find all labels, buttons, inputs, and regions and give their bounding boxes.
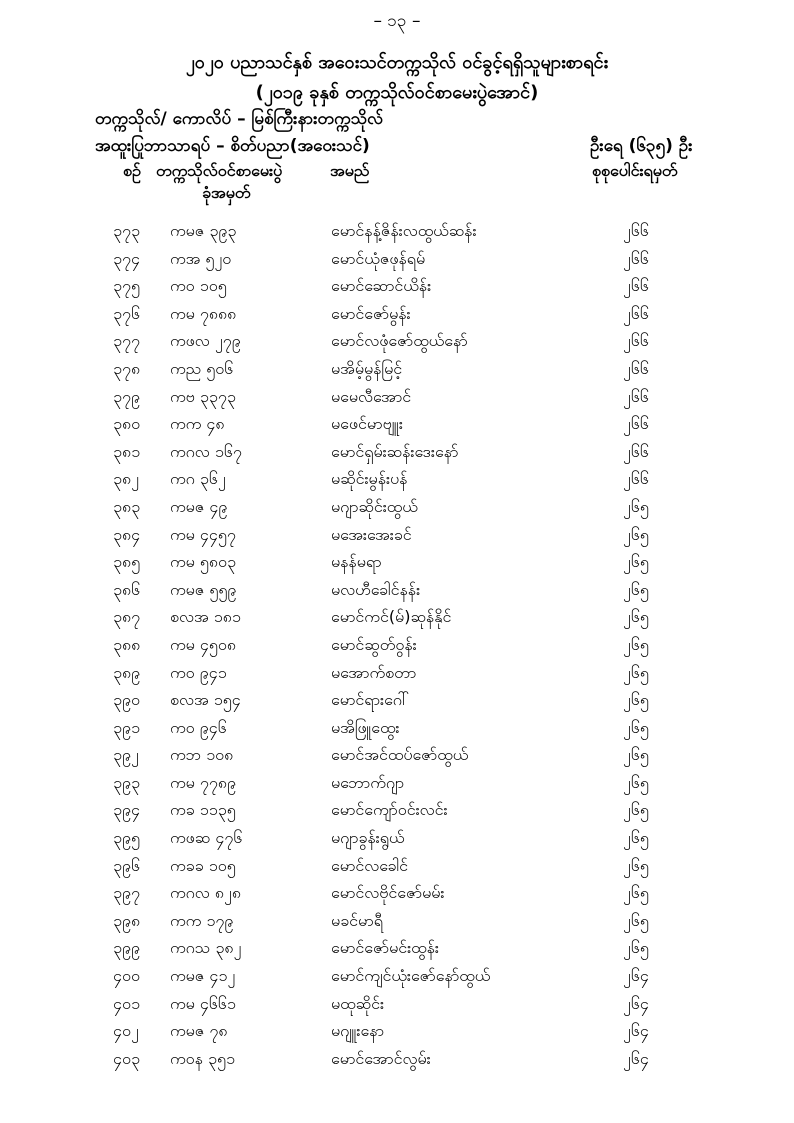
name-cell: မောင်အင်ထပ်ဇော်ထွယ်: [331, 745, 469, 765]
table-row: [0, 245, 794, 273]
marks-cell: ၂၆၆: [623, 276, 649, 296]
serial-cell: ၃၉၃: [113, 772, 140, 792]
name-cell: မောင်ရှမ်းဆန်းဒေးနော်: [331, 441, 459, 461]
roll-number-cell: ကအ ၅၂၀: [170, 248, 232, 268]
marks-cell: ၂၆၅: [623, 855, 649, 875]
roll-number-cell: ကမ ၄၄၅၇: [170, 524, 236, 544]
serial-cell: ၃၉၇: [113, 883, 140, 903]
header-name: အမည်: [330, 161, 370, 180]
marks-cell: ၂၆၆: [623, 331, 649, 351]
roll-number-cell: ကဝ ၉၄၆: [170, 717, 227, 737]
serial-cell: ၄၀၀: [113, 966, 140, 986]
marks-cell: ၂၆၆: [623, 414, 649, 434]
roll-number-cell: ကဂ ၃၆၂: [170, 469, 226, 489]
roll-number-cell: ကဖဆ ၄၇၆: [170, 828, 243, 848]
serial-cell: ၃၇၅: [113, 276, 140, 296]
name-cell: မဂျာဆိုင်းထွယ်: [331, 496, 418, 516]
marks-cell: ၂၆၅: [623, 717, 649, 737]
roll-number-cell: ကက ၁၇၉: [170, 910, 234, 930]
serial-cell: ၃၉၀: [113, 690, 140, 710]
serial-cell: ၃၈၂: [113, 469, 139, 489]
serial-cell: ၃၇၆: [113, 303, 140, 323]
marks-cell: ၂၆၄: [623, 1048, 649, 1068]
serial-cell: ၃၈၉: [113, 662, 141, 682]
serial-cell: ၄၀၃: [113, 1048, 140, 1068]
marks-cell: ၂၆၅: [623, 607, 649, 627]
serial-cell: ၃၇၈: [113, 358, 141, 378]
name-cell: မဆိုင်းမွန်းပန်: [331, 469, 408, 489]
table-row: [0, 493, 794, 521]
table-row: [0, 548, 794, 576]
name-cell: မောင်အောင်လွမ်း: [331, 1048, 431, 1068]
name-cell: မမေလီအောင်: [331, 386, 412, 406]
marks-cell: ၂၆၆: [623, 248, 649, 268]
serial-cell: ၃၇၄: [113, 248, 140, 268]
roll-number-cell: ကမဇ ၄၉: [170, 496, 228, 516]
serial-cell: ၃၈၁: [113, 441, 141, 461]
roll-number-cell: ကည ၅၀၆: [170, 358, 234, 378]
marks-cell: ၂၆၅: [623, 938, 649, 958]
table-row: [0, 327, 794, 355]
roll-number-cell: ကဂလ ၁၆၇: [170, 441, 242, 461]
marks-cell: ၂၆၅: [623, 745, 649, 765]
serial-cell: ၃၉၁: [113, 717, 140, 737]
serial-cell: ၃၉၅: [113, 828, 140, 848]
marks-cell: ၂၆၄: [623, 993, 649, 1013]
document-subtitle: (၂၀၁၉ ခုနှစ် တက္ကသိုလ်ဝင်စာမေးပွဲအောင်): [255, 82, 539, 103]
name-cell: မောင်ရားဂေါ်: [331, 690, 410, 710]
table-row: [0, 631, 794, 659]
roll-number-cell: ကဝန ၃၅၁: [170, 1048, 236, 1068]
major-label: အထူးပြုဘာသာရပ် – စိတ်ပညာ(အဝေးသင်): [95, 136, 370, 156]
table-row: [0, 741, 794, 769]
roll-number-cell: ကက ၄၈: [170, 414, 225, 434]
table-row: [0, 714, 794, 742]
name-cell: မောင်ကျော်ဝင်းလင်း: [331, 800, 448, 820]
table-row: [0, 383, 794, 411]
table-row: [0, 410, 794, 438]
name-cell: မထုဆိုင်း: [331, 993, 385, 1013]
name-cell: မဘောက်ဂျာ: [331, 772, 405, 792]
serial-cell: ၃၇၃: [113, 221, 140, 240]
name-cell: မလဟီခေါင်နန်း: [331, 579, 421, 599]
name-cell: မောင်ယုံဇဖုန်ရမ်: [331, 248, 426, 268]
name-cell: မဂျူးနော: [331, 1021, 385, 1041]
total-count: ဦးရေ (၆၃၅) ဦး: [590, 136, 693, 156]
name-cell: မောင်လဖုံဇော်ထွယ်နော်: [331, 331, 468, 351]
name-cell: မအိမ့်မွန်မြင့်: [331, 358, 403, 378]
roll-number-cell: ကမဇ ၄၁၂: [170, 966, 236, 986]
serial-cell: ၃၉၉: [113, 938, 140, 958]
header-serial: စဉ်: [123, 161, 141, 180]
roll-number-cell: ကဘ ၁၀၈: [170, 745, 234, 765]
roll-number-cell: ကဂသ ၃၈၂: [170, 938, 242, 958]
roll-number-cell: ကခ ၁၁၃၅: [170, 800, 236, 820]
marks-cell: ၂၆၆: [623, 303, 649, 323]
name-cell: မောင်လခေါင်: [331, 855, 408, 875]
roll-number-cell: ကဝ ၉၄၁: [170, 662, 227, 682]
serial-cell: ၃၈၃: [113, 496, 141, 516]
name-cell: မခင်မာရီ: [331, 910, 383, 930]
table-row: [0, 686, 794, 714]
marks-cell: ၂၆၄: [623, 1021, 649, 1041]
serial-cell: ၄၀၁: [113, 993, 140, 1013]
roll-number-cell: ကမ ၅၈၀၃: [170, 552, 237, 572]
marks-cell: ၂၆၄: [623, 966, 649, 986]
serial-cell: ၃၉၄: [113, 800, 140, 820]
name-cell: မအောက်စတာ: [331, 662, 417, 682]
table-row: [0, 355, 794, 383]
name-cell: မဂျာခွန်းရွယ်: [331, 828, 405, 848]
marks-cell: ၂၆၅: [623, 690, 649, 710]
table-row: [0, 934, 794, 962]
roll-number-cell: ကဂလ ၈၂၈: [170, 883, 242, 903]
table-row: [0, 879, 794, 907]
table-row: [0, 438, 794, 466]
table-row: [0, 796, 794, 824]
marks-cell: ၂၆၆: [623, 221, 649, 240]
table-row: [0, 272, 794, 300]
name-cell: မနန်မရာ: [331, 552, 382, 572]
table-row: [0, 217, 794, 245]
name-cell: မောင်ကျင်ယုံးဇော်နော်ထွယ်: [331, 966, 491, 986]
marks-cell: ၂၆၆: [623, 469, 649, 489]
serial-cell: ၃၈၆: [113, 579, 141, 599]
table-row: [0, 603, 794, 631]
serial-cell: ၃၈၀: [113, 414, 141, 434]
roll-number-cell: စလအ ၁၅၄: [170, 690, 241, 710]
name-cell: မောင်ကင်(မ်)ဆုန်နိုင်: [331, 607, 452, 627]
serial-cell: ၃၇၉: [113, 386, 140, 406]
marks-cell: ၂၆၅: [623, 828, 649, 848]
roll-number-cell: ကမဇ ၇၈: [170, 1021, 228, 1041]
name-cell: မအိဖြူထွေး: [331, 717, 400, 737]
name-cell: မောင်လဗိုင်ဇော်မမ်း: [331, 883, 445, 903]
table-row: [0, 659, 794, 687]
marks-cell: ၂၆၅: [623, 910, 649, 930]
table-row: [0, 824, 794, 852]
table-row: [0, 465, 794, 493]
serial-cell: ၃၈၅: [113, 552, 141, 572]
marks-cell: ၂၆၆: [623, 441, 649, 461]
marks-cell: ၂၆၅: [623, 662, 649, 682]
roll-number-cell: စလအ ၁၈၁: [170, 607, 241, 627]
table-row: [0, 962, 794, 990]
header-total-marks: စုစုပေါင်းရမှတ်: [592, 161, 678, 180]
marks-cell: ၂၆၆: [623, 358, 649, 378]
roll-number-cell: ကမ ၇၈၈၈: [170, 303, 237, 323]
table-row: [0, 300, 794, 328]
roll-number-cell: ကမ ၄၆၆၁: [170, 993, 236, 1013]
page-number: – ၁၃ –: [373, 11, 421, 31]
marks-cell: ၂၆၅: [623, 634, 649, 654]
table-row: [0, 576, 794, 604]
serial-cell: ၃၉၂: [113, 745, 139, 765]
table-row: [0, 1017, 794, 1045]
table-row: [0, 907, 794, 935]
roll-number-cell: ကဝ ၁၀၅: [170, 276, 227, 296]
roll-number-cell: ကမ ၄၅၀၈: [170, 634, 237, 654]
name-cell: မဖေင်မာဗျူး: [331, 414, 403, 434]
roll-number-cell: ကဖလ ၂၇၉: [170, 331, 241, 351]
marks-cell: ၂၆၅: [623, 579, 649, 599]
university-label: တက္ကသိုလ်/ ကောလိပ် – မြစ်ကြီးနားတက္ကသိုလ်: [95, 109, 384, 129]
roll-number-cell: ကခခ ၁၀၅: [170, 855, 236, 875]
header-roll-number: တက္ကသိုလ်ဝင်စာမေးပွဲ: [156, 161, 283, 180]
student-list: [0, 217, 794, 1072]
table-row: [0, 521, 794, 549]
serial-cell: ၃၉၆: [113, 855, 140, 875]
roll-number-cell: ကဗ ၃၃၇၃: [170, 386, 236, 406]
header-roll-number-line2: ခုံအမှတ်: [202, 183, 251, 202]
marks-cell: ၂၆၅: [623, 883, 649, 903]
roll-number-cell: ကမဇ ၃၉၃: [170, 221, 237, 240]
name-cell: မောင်ဇော်မင်းထွန်း: [331, 938, 439, 958]
document-title: ၂၀၂၀ ပညာသင်နှစ် အဝေးသင်တက္ကသိုလ် ဝင်ခွင့်ရရှိသူများစာရင်း: [185, 52, 609, 73]
marks-cell: ၂၆၅: [623, 552, 649, 572]
marks-cell: ၂၆၅: [623, 524, 649, 544]
marks-cell: ၂၆၅: [623, 772, 649, 792]
table-row: [0, 852, 794, 880]
marks-cell: ၂၆၅: [623, 496, 649, 516]
name-cell: မောင်ဆွတ်ဝွန်း: [331, 634, 417, 654]
roll-number-cell: ကမ ၇၇၈၉: [170, 772, 237, 792]
name-cell: မောင်ဇော်မွန်း: [331, 303, 411, 323]
marks-cell: ၂၆၅: [623, 800, 649, 820]
roll-number-cell: ကမဇ ၅၅၉: [170, 579, 237, 599]
table-row: [0, 990, 794, 1018]
serial-cell: ၄၀၂: [113, 1021, 139, 1041]
serial-cell: ၃၈၇: [113, 607, 141, 627]
serial-cell: ၃၉၈: [113, 910, 141, 930]
serial-cell: ၃၇၇: [113, 331, 140, 351]
table-row: [0, 769, 794, 797]
marks-cell: ၂၆၆: [623, 386, 649, 406]
name-cell: မအေးအေးခင်: [331, 524, 412, 544]
name-cell: မောင်ဆောင်ယိန်း: [331, 276, 432, 296]
serial-cell: ၃၈၈: [113, 634, 141, 654]
name-cell: မောင်နန့်ဇိန်းလထွယ်ဆန်း: [331, 221, 477, 240]
serial-cell: ၃၈၄: [113, 524, 141, 544]
table-row: [0, 1045, 794, 1073]
